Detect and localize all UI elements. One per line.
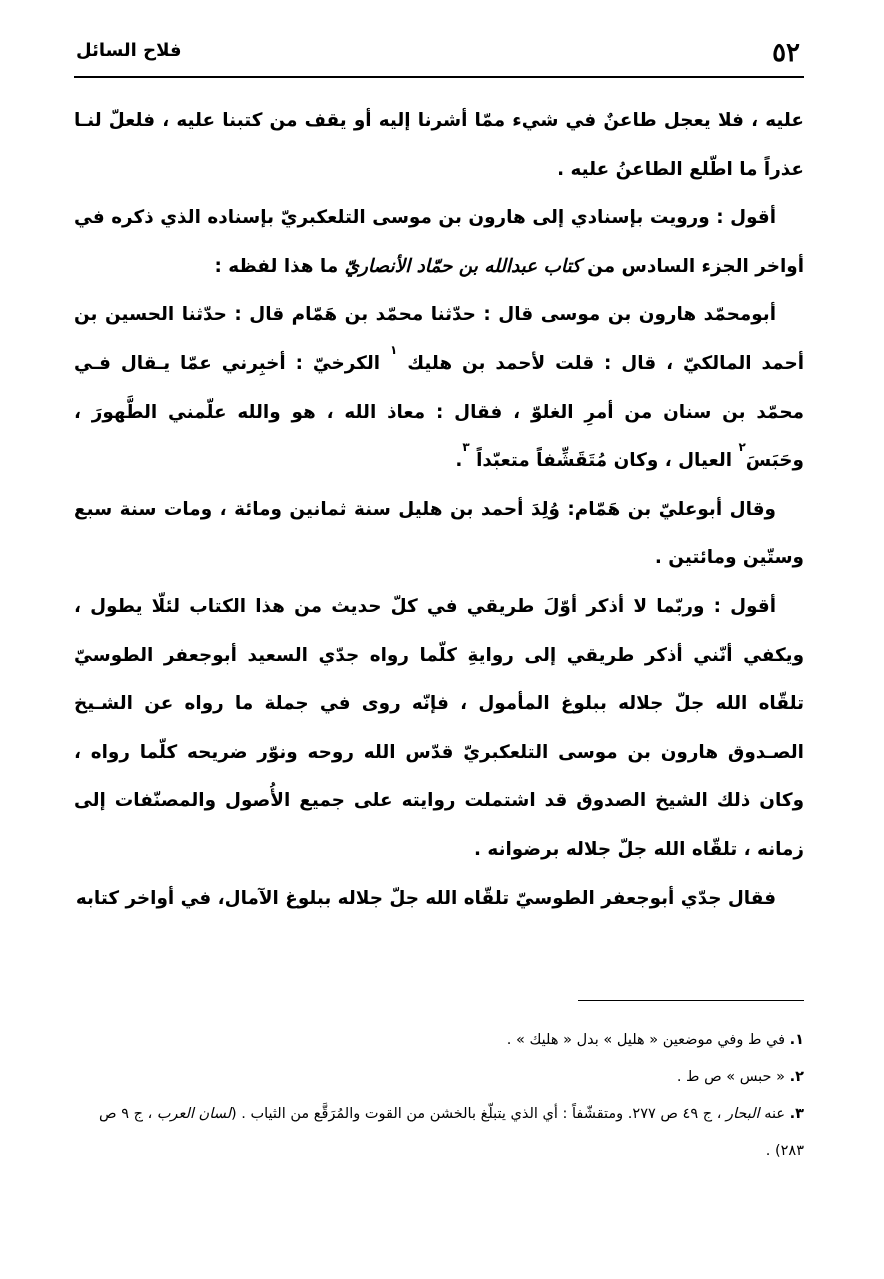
footnote-divider bbox=[578, 1000, 804, 1001]
paragraph bbox=[74, 583, 804, 875]
paragraph-text: فقال جدّي أبوجعفر الطوسيّ تلقّاه الله جلّ جلاله ببلوغ الآمال، في أواخر كتابه bbox=[75, 887, 776, 909]
footnote-text: ، ج ٤٩ ص ٢٧٧. ومتقشّفاً : أي الذي يتبلّغ بالخشن من القوت والمُرَقَّع من الثياب . ( bbox=[230, 1106, 726, 1122]
paragraph bbox=[74, 194, 804, 291]
footnote bbox=[74, 1059, 804, 1096]
footnotes bbox=[74, 1022, 804, 1170]
footnote-mark: ٢ bbox=[738, 440, 746, 455]
paragraph-text: العيال ، وكان مُتَقَشِّفاً متعبّداً bbox=[469, 450, 739, 472]
footnote-number: ٣. bbox=[789, 1106, 804, 1122]
paragraph-text: أقول : ورويت بإسنادي إلى هارون بن موسى التلعكبريّ‏ بإسناده الذي ذكره في أواخر الجزء السادس من bbox=[74, 207, 804, 277]
book-title: كتاب عبدالله بن حمّاد الأنصاريّ bbox=[344, 255, 581, 277]
footnote-text: ، ج ٩ ص ٢٨٣) . bbox=[99, 1106, 804, 1159]
footnote-mark: ١ bbox=[389, 342, 398, 357]
paragraph-text: أقول : وربّما لا أذكر أوّلَ طريقي في كلّ حديث من هذا الكتاب لئلّا يطول ، ويكفي أنّني أذكر طريقي إلى روايةِ كلّما رواه جدّي السعيد أبوجعفر الطوسيّ تلقّاه الله جلّ جلاله ببلوغ المأمول ، فإنّه روى في جملة ما رواه عن الشـيخ الصـدوق هارون بن موسى التلعكبريّ قدّس الله روحه ونوّر ضريحه كلّما رواه ، وكان ذلك الشيخ الصدوق قد اشتملت روايته على جميع الأُصول والمصنّفات إلى زمانه ، تلقّاه الله جلّ جلاله برضوانه . bbox=[74, 595, 804, 860]
paragraph-text: عليه ، فلا يعجل طاعنٌ في شيء ممّا أشرنا إليه أو يقف من كتبنا عليه ، فلعلّ لنـا عذراً ما اطّلع الطاعنُ عليه . bbox=[74, 110, 804, 180]
footnote-mark: ٣ bbox=[462, 440, 470, 455]
footnote bbox=[74, 1022, 804, 1059]
footnote-source-title: لسان العرب bbox=[156, 1106, 231, 1122]
main-text bbox=[74, 97, 804, 923]
paragraph-text: أبومحمّد هارون بن موسى قال : حدّثنا محمّد بن هَمّام قال : حدّثنا الحسين بن أحمد المالكيّ ، قال : قلت لأحمد بن هليك bbox=[74, 304, 805, 374]
running-title: فلاح السائل bbox=[76, 40, 182, 61]
paragraph bbox=[74, 291, 804, 485]
paragraph bbox=[74, 875, 804, 924]
footnote-number: ٢. bbox=[789, 1069, 804, 1085]
footnote-text: عنه bbox=[759, 1106, 786, 1122]
footnote bbox=[74, 1096, 804, 1170]
page-header bbox=[74, 30, 804, 78]
paragraph-text: ما هذا لفظه : bbox=[214, 255, 345, 277]
paragraph-text: وقال أبوعليّ بن هَمّام: وُلِدَ أحمد بن هليل سنة ثمانين ومائة ، ومات سنة سبع وستّين ومائتين . bbox=[74, 498, 804, 569]
footnote-source-title: البحار bbox=[725, 1106, 760, 1122]
footnote-number: ١. bbox=[789, 1032, 804, 1048]
footnote-text: « حبس » ص ط . bbox=[676, 1069, 786, 1085]
paragraph-text: الكرخيّ : أخبِرني عمّا يـقال فـي محمّد بن سنان من أمرِ الغلوّ ، فقال : معاذ الله ، هو والله علّمني الطَّهورَ ، وحَبَسَ bbox=[74, 352, 804, 472]
footnote-text: في ط وفي موضعين « هليل » بدل « هليك » . bbox=[506, 1032, 786, 1048]
paragraph bbox=[74, 486, 804, 583]
paragraph bbox=[74, 97, 804, 194]
paragraph-text: . bbox=[455, 450, 463, 472]
page-number: ٥٢ bbox=[772, 38, 800, 68]
